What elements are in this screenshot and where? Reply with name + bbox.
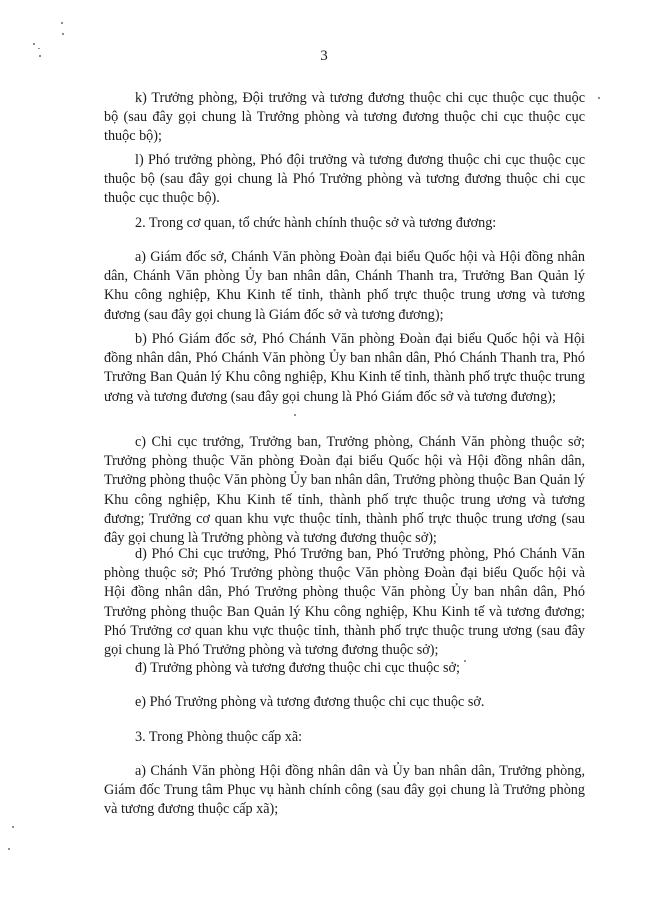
- scan-speck: [294, 414, 296, 416]
- scan-speck: [39, 55, 41, 57]
- scan-speck: [8, 848, 10, 850]
- paragraph-2a: a) Giám đốc sở, Chánh Văn phòng Đoàn đại biểu Quốc hội và Hội đồng nhân dân, Chánh Văn phòng Ủy ban nhân dân, Chánh Thanh tra, Trưởng Ban Quản lý Khu công nghiệp, Khu Kinh tế tỉnh, thành phố trực thuộc trung ương và tương đương (sau đây gọi chung là Giám đốc sở và tương đương);: [104, 249, 585, 323]
- scan-speck: [464, 660, 466, 662]
- scan-speck: [62, 33, 64, 35]
- paragraph-2dd: đ) Trưởng phòng và tương đương thuộc chi cục thuộc sở;: [135, 660, 460, 676]
- scan-speck: [12, 826, 14, 828]
- page-number: 3: [320, 48, 328, 64]
- paragraph-l: l) Phó trưởng phòng, Phó đội trưởng và tương đương thuộc chi cục thuộc cục thuộc bộ (sau đây gọi chung là Phó Trưởng phòng và tương đương thuộc chi cục thuộc cục thuộc bộ).: [104, 152, 585, 207]
- paragraph-2c: c) Chi cục trưởng, Trưởng ban, Trưởng phòng, Chánh Văn phòng thuộc sở; Trưởng phòng thuộc Văn phòng Đoàn đại biểu Quốc hội và Hội đồng nhân dân, Trưởng phòng thuộc Văn phòng Ủy ban nhân dân, Trưởng phòng thuộc Ban Quản lý Khu công nghiệp, Khu Kinh tế tỉnh, thành phố trực thuộc trung ương và tương đương; Trưởng cơ quan khu vực thuộc tỉnh, thành phố trực thuộc trung ương (sau đây gọi chung là Trưởng phòng và tương đương thuộc sở);: [104, 434, 585, 547]
- paragraph-2e: e) Phó Trưởng phòng và tương đương thuộc chi cục thuộc sở.: [135, 694, 485, 710]
- paragraph-section-2: 2. Trong cơ quan, tổ chức hành chính thuộc sở và tương đương:: [135, 215, 497, 231]
- scan-speck: [33, 43, 35, 45]
- paragraph-3a: a) Chánh Văn phòng Hội đồng nhân dân và Ủy ban nhân dân, Trưởng phòng, Giám đốc Trung tâm Phục vụ hành chính công (sau đây gọi chung là Trưởng phòng và tương đương thuộc cấp xã);: [104, 763, 585, 818]
- paragraph-k: k) Trưởng phòng, Đội trưởng và tương đương thuộc chi cục thuộc cục thuộc bộ (sau đây gọi chung là Trưởng phòng và tương đương thuộc chi cục thuộc cục thuộc bộ);: [104, 90, 585, 145]
- paragraph-2b: b) Phó Giám đốc sở, Phó Chánh Văn phòng Đoàn đại biểu Quốc hội và Hội đồng nhân dân, Phó Chánh Văn phòng Ủy ban nhân dân, Phó Chánh Thanh tra, Phó Trưởng Ban Quản lý Khu công nghiệp, Khu Kinh tế tỉnh, thành phố trực thuộc trung ương và tương đương (sau đây gọi chung là Phó Giám đốc sở và tương đương);: [104, 331, 585, 405]
- scan-speck: [598, 97, 600, 99]
- paragraph-section-3: 3. Trong Phòng thuộc cấp xã:: [135, 729, 303, 745]
- paragraph-2d: d) Phó Chi cục trưởng, Phó Trưởng ban, Phó Trưởng phòng, Phó Chánh Văn phòng thuộc sở; Phó Trưởng phòng thuộc Văn phòng Đoàn đại biểu Quốc hội và Hội đồng nhân dân, Phó Trưởng phòng thuộc Văn phòng Ủy ban nhân dân, Phó Trưởng phòng thuộc Ban Quản lý Khu công nghiệp, Khu Kinh tế và tương đương; Phó Trưởng cơ quan khu vực thuộc tỉnh, thành phố trực thuộc trung ương (sau đây gọi chung là Phó Trưởng phòng và tương đương thuộc sở);: [104, 546, 585, 659]
- scan-speck: [38, 48, 40, 49]
- scan-speck: [61, 22, 63, 24]
